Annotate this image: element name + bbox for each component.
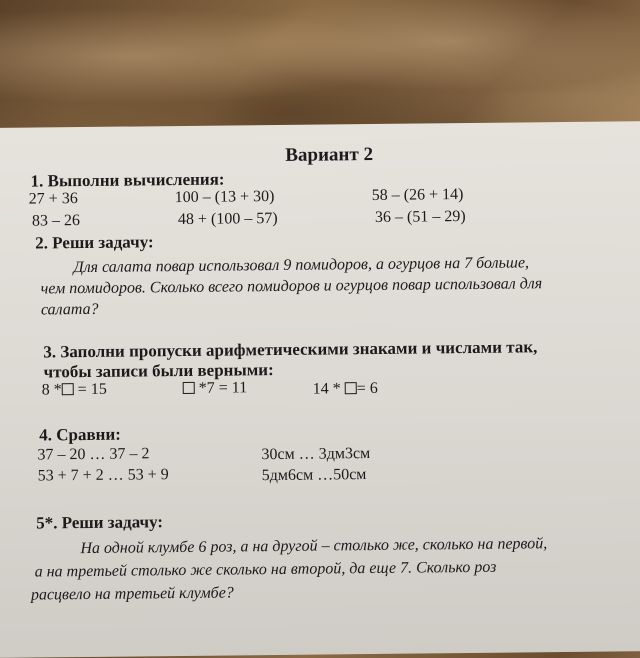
worksheet-paper [0,121,640,658]
task5-text-line: а на третьей столько же сколько на второй, да еще 7. Сколько роз [34,558,497,581]
task2-text-line: Для салата повар использовал 9 помидоров, а огурцов на 7 больше, [73,254,530,277]
expression: 58 – (26 + 14) [371,186,464,205]
marble-background [0,0,640,140]
expression: 48 + (100 – 57) [177,209,278,229]
comparison: 30см … 3дм3см [261,445,371,464]
task2-heading: 2. Реши задачу: [35,232,154,253]
task5-text-line: На одной клумбе 6 роз, а на другой – столько же, сколько на первой, [80,535,548,558]
expression: 27 + 36 [28,190,78,208]
task2-text-line: салата? [40,300,99,319]
eq-text: 14 * [312,380,345,398]
eq-text: 8 * [41,381,62,399]
expression: 83 – 26 [31,212,81,230]
task3-heading: 3. Заполни пропуски арифметическими знаками и числами так, [43,337,538,362]
comparison: 5дм6см …50см [261,466,367,485]
eq-text: *7 = 11 [194,379,248,397]
task1-heading: 1. Выполни вычисления: [30,169,225,191]
page-title: Вариант 2 [285,143,374,166]
blank-box [183,382,195,394]
equation-1 [42,381,107,400]
task4-heading: 4. Сравни: [39,424,121,445]
comparison: 53 + 7 + 2 … 53 + 9 [37,466,169,485]
task5-text-line: расцвело на третьей клумбе? [30,584,234,604]
blank-box [345,382,357,394]
comparison: 37 – 20 … 37 – 2 [37,445,150,464]
expression: 36 – (51 – 29) [374,208,466,226]
equation-2 [183,379,248,398]
blank-box [62,383,74,395]
task3-heading-cont: чтобы записи были верными: [43,360,274,382]
eq-text: = 15 [73,380,107,399]
task5-heading: 5*. Реши задачу: [36,512,164,533]
expression: 100 – (13 + 30) [174,188,275,207]
eq-text: = 6 [356,379,378,398]
task2-text-line: чем помидоров. Сколько всего помидоров и огурцов повар использовал для [40,275,543,298]
equation-3 [313,380,378,399]
